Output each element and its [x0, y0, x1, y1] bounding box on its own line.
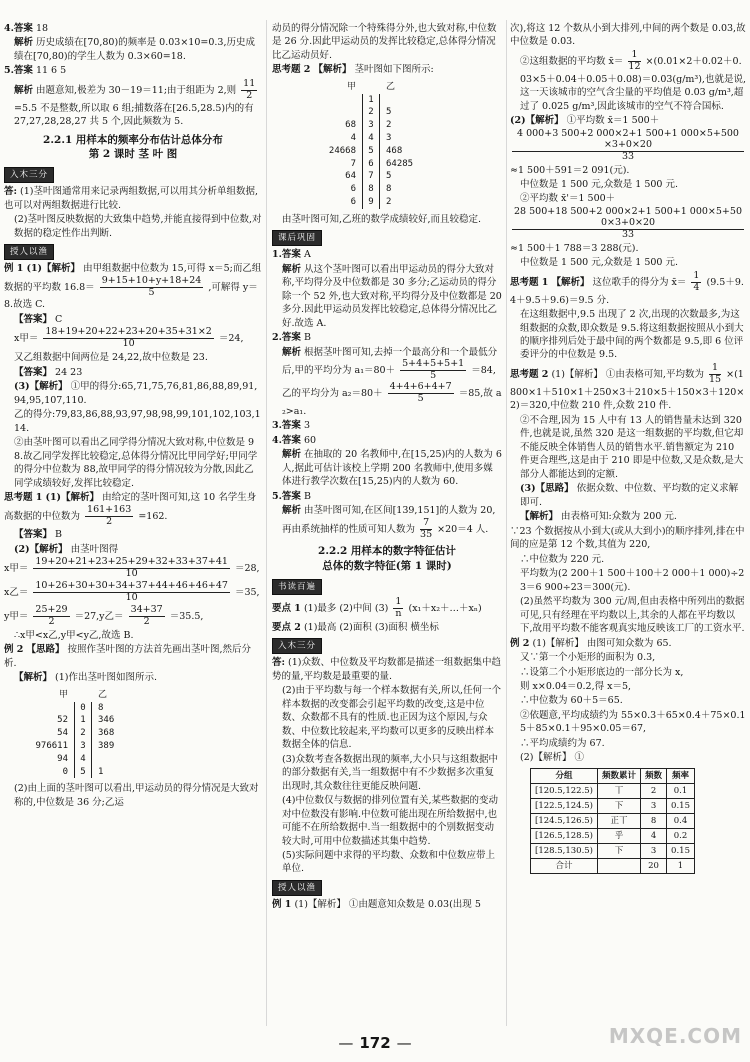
- continued-text-2: 次),将这 12 个数从小到大排列,中间的两个数是 0.03,故中位数是 0.03.: [510, 23, 746, 48]
- example-1-median: 又乙组数据中间两位是 24,22,故中位数是 23.: [14, 352, 208, 364]
- leaf-values: 64: [345, 171, 356, 182]
- section-tag: 书读百遍: [272, 579, 322, 595]
- example-2-part-2: (2)由上面的茎叶图可以看出,甲运动员的得分情况是大致对称的,中位数是 36 分;乙运: [14, 783, 259, 808]
- thinking-2: 思考题 2 【解析】 茎叶图如下图所示:: [272, 64, 434, 76]
- table-header-cell: 分组: [531, 768, 598, 783]
- page-number: — 172 —: [338, 1034, 412, 1052]
- table-row: [531, 783, 695, 798]
- answer-block-2: (2)茎叶图反映数据的大致集中趋势,并能直接得到中位数,对数据的稳定性作出判断.: [14, 214, 262, 239]
- thinking-2b-t4: ∵23 个数据按从小到大(或从大到小)的顺序排列,排在中间的应是第 12 个数,其值为 220,: [510, 525, 745, 551]
- fraction: $\frac{11}{2}$: [243, 77, 256, 101]
- fraction: $\frac{10+26+30+30+34+37+44+46+46+47}{10}$: [35, 580, 228, 604]
- answer-block: 答: (1)茎叶图通常用来记录两组数据,可以用其分析单组数据,也可以对两组数据进行比较.: [4, 186, 259, 211]
- stem-value: 2: [362, 106, 380, 119]
- table-cell: 0.4: [667, 814, 695, 829]
- q4-analysis: 解析 在抽取的 20 名教师中,在[15,25)内的人数为 6 人,据此可估计该校上学期 200 名教师中,使用多媒体进行教学次数在[15,25)内的人数为 60.: [282, 449, 502, 488]
- fraction: $\frac{161+163}{2}$: [87, 503, 132, 527]
- thinking-2b-t7: (2)虽然平均数为 300 元/周,但由表格中所列出的数据可见,只有经理在平均数以上,其余的人都在平均数以下,故用平均数不能客观真实地反映该工厂的工资水平.: [520, 596, 745, 635]
- leaf-values: 8: [386, 184, 392, 195]
- q2-analysis: 解析 根据茎叶图可知,去掉一个最高分和一个最低分后,甲的平均分为 a₁＝80＋ $\frac{5+4+5+5+1}{5}$ ＝84,乙的平均分为 a₂＝80＋ $\frac{4+4+6+4+7}{5}$ ＝85,故 a₂>a₁.: [282, 346, 502, 417]
- example-2c-t3: ∴设第二个小矩形底边的一部分长为 x,: [520, 666, 684, 678]
- answer-4-analysis: 解析 历史成绩在[70,80)的频率是 0.03×10=0.3,历史成绩在[70,80)的学生人数为 0.3×60=18.: [14, 37, 255, 62]
- table-header-cell: 频率: [667, 768, 695, 783]
- thinking-2b-silu: (3)【思路】 依据众数、中位数、平均数的定义求解即可.: [520, 483, 739, 508]
- example-2c-t8: (2)【解析】 ①: [520, 752, 584, 764]
- example-2c-t7: ∴平均成绩约为 67.: [520, 737, 605, 749]
- leaf-values: [292, 94, 362, 107]
- fraction: $\frac{1}{12}$: [628, 48, 641, 72]
- example-2c: 例 2 (1)【解析】 由图可知众数为 65.: [510, 637, 672, 649]
- table-row: [531, 814, 695, 829]
- example-1-part-3: (3)【解析】 ①甲的得分:65,71,75,76,81,86,88,89,91,94,95,107,110.: [14, 381, 258, 406]
- column-divider-1: [266, 20, 267, 1026]
- stem-leaf-plot-2: [292, 81, 502, 209]
- thinking-2b-t6: 平均数为(2 200＋1 500＋100＋2 000＋1 000)÷23＝6 900÷23＝300(元).: [520, 568, 745, 593]
- fraction: $\frac{5+4+5+5+1}{5}$: [402, 358, 465, 381]
- leaf-values: 24668: [328, 145, 356, 156]
- fraction: $\frac{34+37}{2}$: [130, 604, 163, 628]
- leaf-values: 346: [98, 715, 115, 726]
- watermark: MXQE.COM: [608, 1024, 742, 1048]
- example-1-part-3c: ②由茎叶图可以看出乙同学得分情况大致对称,中位数是 98.故乙同学发挥比较稳定,总体得分情况比甲同学好;甲同学的得分中位数为 88,故甲同学的得分情况较为分散,因此乙同学成绩较好,发挥比较稳定.: [14, 437, 258, 489]
- example-2: 例 2 【思路】 按照作茎叶图的方法首先画出茎叶图,然后分析.: [4, 644, 252, 669]
- fraction: $\frac{1}{15}$: [708, 361, 722, 385]
- table-cell: 合计: [531, 859, 598, 874]
- thinking-1-part-2: (2)【解析】 由茎叶图得: [14, 543, 119, 555]
- stem-value: 8: [362, 183, 380, 196]
- section-tag: 入木三分: [4, 167, 54, 183]
- table-cell: 0.1: [667, 783, 695, 798]
- q4-answer: 4.答案 60: [272, 434, 317, 446]
- fraction: $\frac{4 000+3 500+2 000\times 2+1 500+1 000\times 5+500\times 3+0\times 20}{33}$: [512, 129, 744, 163]
- fraction: $\frac{7}{35}$: [420, 516, 433, 540]
- table-cell: [128.5,130.5): [531, 844, 598, 859]
- table-cell: 下: [598, 844, 641, 859]
- section-tag: 课后巩固: [272, 230, 322, 246]
- q1-analysis: 解析 从这个茎叶图可以看出甲运动员的得分大致对称,平均得分及中位数都是 30 多分;乙运动员的得分除一个 52 外,也大致对称,平均得分及中位数都是 20 多分.因此甲运动员发挥比较稳定,总体得分情况比乙好.故选 A.: [282, 263, 502, 329]
- stem-leaf-row: [292, 158, 502, 171]
- leaf-values: [4, 702, 74, 715]
- stem-leaf-row: [4, 702, 262, 715]
- salary-fraction-2: [510, 207, 746, 241]
- thinking-1-answer: 【答案】 B: [14, 529, 63, 541]
- stem-leaf-header: 甲 乙: [346, 81, 396, 92]
- stem-value: 3: [74, 740, 92, 753]
- thinking-1b: 思考题 1 【解析】 这位歌手的得分为 x̄＝ $\frac{1}{4}$ (9.5＋9.4＋9.5＋9.6)＝9.5 分.: [510, 269, 744, 306]
- table-cell: 4: [641, 829, 667, 844]
- answer-4: 4.答案 18: [4, 23, 49, 34]
- mean-jia: x甲＝ $\frac{19+20+21+23+25+29+32+33+37+41}{10}$ ＝28,: [4, 556, 260, 580]
- table-header-row: [531, 768, 695, 783]
- example-1-part-1: 例 1 (1)【解析】 由甲组数据中位数为 15,可得 x＝5;而乙组数据的平均数 16.8＝ $\frac{9+15+10+y+18+24}{5}$ ,可解得 y＝8.故选 C.: [4, 263, 262, 311]
- leaf-values: 68: [345, 120, 356, 131]
- thinking-1-conclusion: ∴x甲<x乙,y甲<y乙,故选 B.: [14, 629, 134, 641]
- table-row: [531, 799, 695, 814]
- leaf-values: 52: [57, 715, 68, 726]
- median-compare: y甲＝ $\frac{25+29}{2}$ ＝27,y乙＝ $\frac{34+37}{2}$ ＝35.5,: [4, 604, 204, 628]
- stem-value: 6: [362, 158, 380, 171]
- stem-leaf-row: [292, 170, 502, 183]
- left-column: [4, 22, 262, 1024]
- stem-value: 5: [74, 766, 92, 779]
- table-cell: 下: [598, 799, 641, 814]
- stem-value: 4: [362, 132, 380, 145]
- thinking-2-conclusion: 由茎叶图可知,乙班的数学成绩较好,而且较稳定.: [282, 213, 482, 225]
- example-1-answer: 【答案】 C: [14, 313, 63, 325]
- table-cell: [126.5,128.5): [531, 829, 598, 844]
- salary-median-1: 中位数是 1 500 元,众数是 1 500 元.: [520, 179, 679, 190]
- key-point-2: 要点 2 (1)最高 (2)面积 (3)面积 横坐标: [272, 621, 439, 633]
- part-2-salary: (2)【解析】 ①平均数 x̄＝1 500＋: [510, 115, 660, 127]
- salary-median-2: 中位数是 1 500 元,众数是 1 500 元.: [520, 257, 679, 269]
- thinking-1b-detail: 在这组数据中,9.5 出现了 2 次,出现的次数最多,为这组数据的众数,即众数是 9.5.将这组数据按照从小到大的顺序排列后处于最中间的两个数都是 9.5,即 6 位评委评分的中位数是 9.5.: [520, 309, 744, 361]
- stem-value: 5: [362, 145, 380, 158]
- stem-leaf-row: [292, 119, 502, 132]
- stem-leaf-row: [292, 106, 502, 119]
- example-2-analysis: 【解析】 (1)作出茎叶图如图所示.: [14, 672, 158, 684]
- example-2c-t6: ②依题意,平均成绩约为 55×0.3＋65×0.4＋75×0.15＋85×0.1＋95×0.05＝67,: [520, 709, 746, 735]
- table-cell: [122.5,124.5): [531, 799, 598, 814]
- thinking-1: 思考题 1 (1)【解析】 由给定的茎叶图可知,这 10 名学生身高数据的中位数为 $\frac{161+163}{2}$ =162.: [4, 492, 257, 527]
- example-1-mean-formula: x甲＝ $\frac{18+19+20+22+23+20+35+31\times 2}{10}$ ＝24,: [14, 326, 244, 350]
- leaf-values: 389: [98, 740, 115, 751]
- stem-leaf-row: [4, 740, 262, 753]
- stem-value: 2: [74, 727, 92, 740]
- table-row: [531, 844, 695, 859]
- example-1b: 例 1 (1)【解析】 ①由题意知众数是 0.03(出现 5: [272, 899, 481, 911]
- leaf-values: 0: [62, 766, 68, 777]
- stem-leaf-row: [292, 132, 502, 145]
- leaf-values: 3: [386, 133, 392, 143]
- answer-block-3b: (2)由于平均数与每一个样本数据有关,所以,任何一个样本数据的改变都会引起平均数的改变,这是中位数、众数都不具有的性质.也正因为这个原因,与众数、中位数比较起来,平均数可以更多的反映出样本数据全体的信息.: [282, 685, 501, 751]
- leaf-values: 6: [350, 196, 356, 207]
- table-header-cell: 频数累计: [598, 768, 641, 783]
- table-cell: 0.15: [667, 799, 695, 814]
- table-cell: 2: [641, 783, 667, 798]
- table-cell: 20: [641, 859, 667, 874]
- middle-column: [272, 22, 502, 1024]
- stem-leaf-header: 甲 乙: [58, 689, 108, 700]
- answer-block-3d: (4)中位数仅与数据的排列位置有关,某些数据的变动对中位数没有影响.中位数可能出现在所给数据中,也可能不在所给数据中.当一组数据中的个别数据变动较大时,可用中位数描述其集中趋势.: [282, 795, 498, 847]
- mean-dust: ②这组数据的平均数 x̄＝ $\frac{1}{12}$ ×(0.01×2＋0.02＋0.03×5＋0.04＋0.05＋0.08)＝0.03(g/m³),也就是说,这一天该城市的空气含尘量的平均值是 0.03 g/m³,超过了 0.025 g/m³,因此该城市的空气不符合国标.: [520, 48, 746, 112]
- table-cell: 0.15: [667, 844, 695, 859]
- q5-answer: 5.答案 B: [272, 490, 311, 502]
- table-cell: [124.5,126.5): [531, 814, 598, 829]
- fraction: $\frac{18+19+20+22+23+20+35+31\times 2}{10}$: [45, 326, 212, 350]
- answer-5-analysis: 解析 由题意知,极差为 30－19＝11;由于组距为 2,则 $\frac{11}{2}$ =5.5 不是整数,所以取 6 组;捕数落在[26.5,28.5)内的有 27,27,28,28,27 共 5 个,因此频数为 5.: [14, 77, 256, 128]
- leaf-values: 8: [98, 702, 104, 713]
- table-cell: 0.2: [667, 829, 695, 844]
- fraction: $\frac{9+15+10+y+18+24}{5}$: [101, 274, 202, 298]
- leaf-values: 5: [386, 107, 392, 118]
- salary-result-2: ≈1 500＋1 788＝3 288(元).: [510, 242, 639, 254]
- q2-answer: 2.答案 B: [272, 332, 311, 344]
- section-tag: 授人以渔: [4, 244, 54, 260]
- leaf-values: 468: [386, 145, 403, 156]
- salary-mean-2: ②平均数 x̄'＝1 500＋: [520, 193, 616, 205]
- leaf-values: 4: [350, 133, 356, 143]
- table-cell: 3: [641, 799, 667, 814]
- stem-leaf-plot-1: [4, 689, 262, 778]
- stem-value: 7: [362, 170, 380, 183]
- table-cell: [598, 859, 641, 874]
- leaf-values: [92, 753, 172, 766]
- example-1-answer-2: 【答案】 24 23: [14, 366, 83, 378]
- leaf-values: 5: [386, 171, 392, 182]
- leaf-values: [380, 94, 460, 107]
- fraction: $\frac{25+29}{2}$: [35, 604, 68, 628]
- stem-leaf-row: [292, 183, 502, 196]
- continued-text: 动员的得分情况除一个特殊得分外,也大致对称,中位数是 26 分.因此甲运动员的发挥比较稳定,总体得分情况比乙运动员好.: [272, 23, 497, 61]
- example-2c-t5: ∴中位数为 60＋5＝65.: [520, 695, 623, 707]
- leaf-values: 94: [57, 753, 68, 764]
- stem-value: 3: [362, 119, 380, 132]
- answer-block-3: 答: (1)众数、中位数及平均数都是描述一组数据集中趋势的量,平均数是最重要的量.: [272, 657, 502, 682]
- thinking-2b: 思考题 2 (1)【解析】 ①由表格可知,平均数为 $\frac{1}{15}$ ×(1 800×1＋510×1＋250×3＋210×5＋150×3＋120×2)＝320,中位数 210 件,众数 210 件.: [510, 361, 745, 412]
- mean-yi: x乙＝ $\frac{10+26+30+30+34+37+44+46+46+47}{10}$ ＝35,: [4, 580, 260, 604]
- leaf-values: 64285: [386, 158, 414, 169]
- stem-value: 1: [74, 714, 92, 727]
- right-column: [510, 22, 746, 1024]
- table-cell: 3: [641, 844, 667, 859]
- fraction: $\frac{1}{n}$: [395, 595, 402, 619]
- fraction: $\frac{19+20+21+23+25+29+32+33+37+41}{10}$: [35, 556, 228, 580]
- section-tag: 入木三分: [272, 638, 322, 654]
- table-cell: 正丅: [598, 814, 641, 829]
- section-title-2-2-1: 2.2.1 用样本的频率分布估计总体分布 第 2 课时 茎 叶 图: [43, 133, 223, 160]
- table-row: [531, 829, 695, 844]
- stem-leaf-row: [292, 145, 502, 158]
- key-point-1: 要点 1 (1)最多 (2)中间 (3) $\frac{1}{n}$ (x₁＋x₂＋…＋xₙ): [272, 595, 482, 619]
- table-cell: 丅: [598, 783, 641, 798]
- table-cell: 乎: [598, 829, 641, 844]
- leaf-values: 368: [98, 728, 115, 739]
- answer-block-3c: (3)众数考查各数据出现的频率,大小只与这组数据中的部分数据有关,当一组数据中有不少数据多次重复出现时,其众数往往更能反映问题.: [282, 753, 498, 792]
- q5-analysis: 解析 由茎叶图可知,在区间[139,151]的人数为 20,再由系统抽样的性质可知人数为 $\frac{7}{35}$ ×20＝4 人.: [282, 505, 496, 540]
- thinking-2b-t5: ∴中位数为 220 元.: [520, 553, 605, 565]
- fraction: $\frac{28 500+18 500+2 000\times 2+1 500+1 000\times 5+500\times 3+0\times 20}{33}$: [512, 207, 744, 241]
- table-row: [531, 859, 695, 874]
- stem-value: 1: [362, 94, 380, 107]
- q3-answer: 3.答案 3: [272, 420, 310, 432]
- salary-fraction-1: [510, 129, 746, 163]
- leaf-values: 2: [386, 120, 392, 131]
- table-cell: [120.5,122.5): [531, 783, 598, 798]
- leaf-values: 6: [350, 184, 356, 195]
- table-cell: 1: [667, 859, 695, 874]
- fraction: $\frac{1}{4}$: [693, 269, 700, 293]
- leaf-values: 54: [57, 728, 68, 739]
- stem-value: 4: [74, 753, 92, 766]
- example-2c-t4: 则 x×0.04＝0.2,得 x＝5,: [520, 680, 632, 692]
- table-header-cell: 频数: [641, 768, 667, 783]
- section-title-2-2-2: 2.2.2 用样本的数字特征估计 总体的数字特征(第 1 课时): [318, 545, 456, 572]
- leaf-values: 1: [98, 766, 104, 777]
- stem-leaf-row: [4, 753, 262, 766]
- q1-answer: 1.答案 A: [272, 249, 311, 261]
- column-divider-2: [506, 20, 507, 1026]
- table-body: [531, 783, 695, 873]
- leaf-values: 976611: [35, 740, 68, 751]
- answer-5: 5.答案 11 6 5: [4, 65, 67, 77]
- fraction: $\frac{4+4+6+4+7}{5}$: [389, 380, 452, 404]
- thinking-2b-analysis: 【解析】 由表格可知:众数为 200 元.: [520, 511, 677, 523]
- frequency-table: [530, 768, 695, 874]
- stem-leaf-row: [292, 94, 502, 107]
- stem-leaf-row: [292, 196, 502, 209]
- stem-leaf-row: [4, 714, 262, 727]
- leaf-values: [292, 106, 362, 119]
- table-cell: 8: [641, 814, 667, 829]
- answer-block-3e: (5)实际问题中求得的平均数、众数和中位数应带上单位.: [282, 850, 495, 875]
- leaf-values: 2: [386, 196, 392, 207]
- stem-leaf-row: [4, 766, 262, 779]
- stem-value: 9: [362, 196, 380, 209]
- example-1-part-3b: 乙的得分:79,83,86,88,93,97,98,98,99,101,102,103,114.: [14, 409, 261, 434]
- example-2c-t2: 又∵第一个小矩形的面积为 0.3,: [520, 652, 656, 664]
- stem-leaf-row: [4, 727, 262, 740]
- thinking-2b-detail: ②不合理,因为 15 人中有 13 人的销售量未达到 320 件,也就是说,虽然 320 是这一组数据的平均数,但它却不能反映全体销售人员的销售水平.销售额定为 210 件更合理些,这是由于 210 即是中位数,又是众数,是大部分人都能达到的定额.: [520, 414, 744, 480]
- leaf-values: 7: [350, 158, 356, 169]
- stem-value: 0: [74, 702, 92, 715]
- section-tag: 授人以渔: [272, 880, 322, 896]
- salary-result-1: ≈1 500＋591＝2 091(元).: [510, 164, 630, 176]
